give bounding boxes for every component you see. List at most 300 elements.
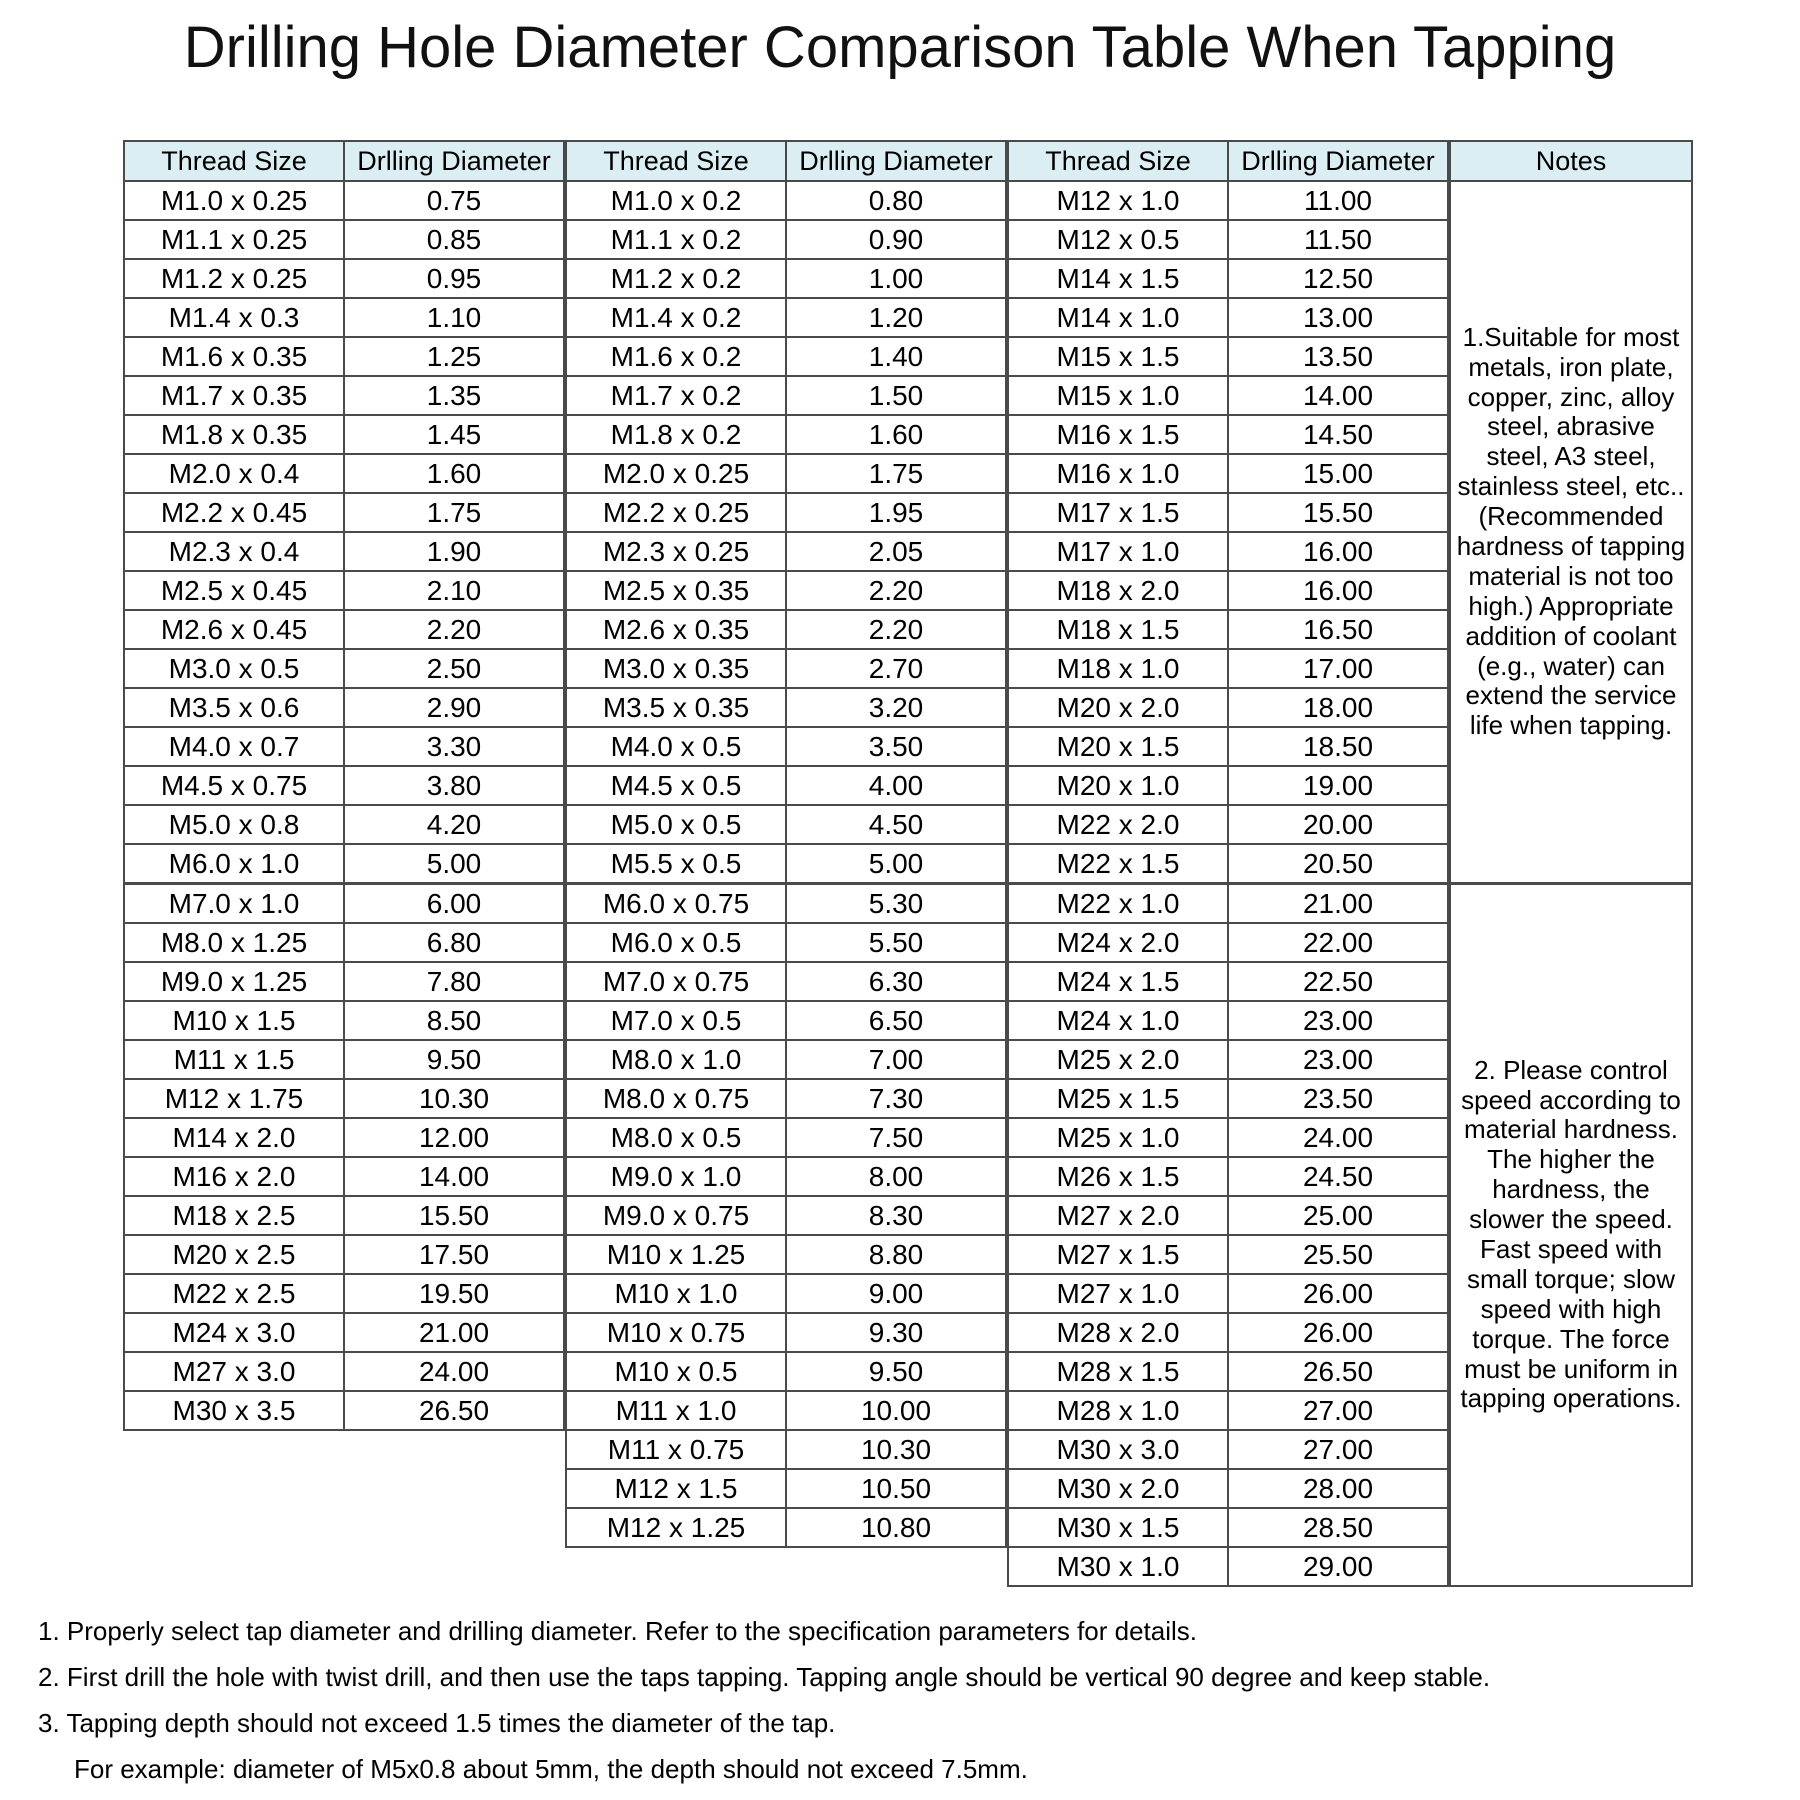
table-row — [124, 1079, 564, 1118]
thread-size-header: Thread Size — [124, 141, 344, 181]
table-row — [124, 1235, 564, 1274]
notes-row — [1450, 181, 1692, 884]
thread-size-cell: M28 x 1.0 — [1008, 1391, 1228, 1430]
thread-size-cell: M10 x 1.25 — [566, 1235, 786, 1274]
header-row — [124, 141, 564, 181]
notes-header: Notes — [1450, 141, 1692, 181]
thread-size-cell: M8.0 x 1.25 — [124, 923, 344, 962]
thread-size-cell: M18 x 1.0 — [1008, 649, 1228, 688]
table-row — [124, 259, 564, 298]
drill-diameter-cell: 4.20 — [344, 805, 564, 844]
thread-size-cell: M1.7 x 0.35 — [124, 376, 344, 415]
thread-size-cell: M6.0 x 0.5 — [566, 923, 786, 962]
thread-size-cell: M11 x 1.5 — [124, 1040, 344, 1079]
table-row — [566, 844, 1006, 884]
footnote-line-2: 2. First drill the hole with twist drill, and then use the taps tapping. Tapping angle should be vertical 90 degree and keep stable. — [38, 1662, 1491, 1692]
table-row — [124, 844, 564, 884]
thread-size-cell: M14 x 1.0 — [1008, 298, 1228, 337]
table-row — [124, 727, 564, 766]
table-row — [1008, 1118, 1448, 1157]
table-row — [1008, 649, 1448, 688]
table-row — [1008, 923, 1448, 962]
table-row — [566, 1508, 1006, 1547]
thread-size-cell: M4.0 x 0.5 — [566, 727, 786, 766]
drill-diameter-cell: 29.00 — [1228, 1547, 1448, 1586]
drill-diameter-cell: 10.30 — [786, 1430, 1006, 1469]
table-row — [566, 766, 1006, 805]
drill-diameter-cell: 24.50 — [1228, 1157, 1448, 1196]
drill-diameter-cell: 10.50 — [786, 1469, 1006, 1508]
thread-size-cell: M5.5 x 0.5 — [566, 844, 786, 884]
table-row — [566, 454, 1006, 493]
table-row — [1008, 884, 1448, 924]
table-row — [1008, 1079, 1448, 1118]
drill-diameter-cell: 1.00 — [786, 259, 1006, 298]
thread-size-cell: M27 x 1.5 — [1008, 1235, 1228, 1274]
table-pair-3 — [1007, 140, 1449, 1587]
header-row — [1450, 141, 1692, 181]
thread-size-cell: M8.0 x 0.75 — [566, 1079, 786, 1118]
thread-size-cell: M5.0 x 0.8 — [124, 805, 344, 844]
thread-size-cell: M27 x 3.0 — [124, 1352, 344, 1391]
table-row — [124, 1040, 564, 1079]
drill-diameter-cell: 9.50 — [786, 1352, 1006, 1391]
drill-diameter-cell: 14.50 — [1228, 415, 1448, 454]
drill-diameter-cell: 1.75 — [786, 454, 1006, 493]
thread-size-header: Thread Size — [566, 141, 786, 181]
thread-size-cell: M12 x 1.75 — [124, 1079, 344, 1118]
drill-diameter-cell: 12.50 — [1228, 259, 1448, 298]
thread-size-cell: M10 x 0.75 — [566, 1313, 786, 1352]
thread-size-cell: M22 x 1.5 — [1008, 844, 1228, 884]
drill-diameter-cell: 1.25 — [344, 337, 564, 376]
table-row — [566, 805, 1006, 844]
drill-diameter-cell: 15.50 — [344, 1196, 564, 1235]
drill-diameter-cell: 23.00 — [1228, 1040, 1448, 1079]
table-row — [1008, 532, 1448, 571]
thread-size-cell: M1.8 x 0.35 — [124, 415, 344, 454]
drill-diameter-cell: 2.20 — [786, 571, 1006, 610]
table-row — [566, 415, 1006, 454]
thread-size-cell: M30 x 3.5 — [124, 1391, 344, 1430]
drill-diameter-cell: 0.95 — [344, 259, 564, 298]
drill-diameter-cell: 16.00 — [1228, 532, 1448, 571]
footnote-line-3: 3. Tapping depth should not exceed 1.5 times the diameter of the tap. — [38, 1708, 836, 1738]
thread-size-cell: M30 x 1.0 — [1008, 1547, 1228, 1586]
thread-size-cell: M18 x 1.5 — [1008, 610, 1228, 649]
drill-diameter-cell: 6.50 — [786, 1001, 1006, 1040]
notes-column — [1449, 140, 1693, 1587]
table-row — [1008, 181, 1448, 220]
table-row — [1008, 1001, 1448, 1040]
table-row — [124, 454, 564, 493]
table-row — [566, 688, 1006, 727]
drill-diameter-cell: 2.10 — [344, 571, 564, 610]
table-row — [1008, 688, 1448, 727]
thread-size-cell: M7.0 x 0.75 — [566, 962, 786, 1001]
drill-diameter-cell: 19.50 — [344, 1274, 564, 1313]
table-row — [566, 181, 1006, 220]
table-row — [124, 532, 564, 571]
drill-diameter-cell: 4.50 — [786, 805, 1006, 844]
thread-size-cell: M1.1 x 0.25 — [124, 220, 344, 259]
thread-size-cell: M1.2 x 0.2 — [566, 259, 786, 298]
thread-size-cell: M1.6 x 0.35 — [124, 337, 344, 376]
drill-diameter-cell: 13.00 — [1228, 298, 1448, 337]
drill-diameter-cell: 2.20 — [786, 610, 1006, 649]
thread-size-cell: M18 x 2.5 — [124, 1196, 344, 1235]
thread-size-cell: M20 x 1.0 — [1008, 766, 1228, 805]
table-row — [124, 493, 564, 532]
table-row — [124, 884, 564, 924]
thread-size-cell: M12 x 1.0 — [1008, 181, 1228, 220]
table-row — [124, 766, 564, 805]
drill-diameter-cell: 21.00 — [344, 1313, 564, 1352]
drill-diameter-cell: 7.50 — [786, 1118, 1006, 1157]
drill-diameter-cell: 25.00 — [1228, 1196, 1448, 1235]
drill-diameter-cell: 0.90 — [786, 220, 1006, 259]
thread-size-cell: M22 x 1.0 — [1008, 884, 1228, 924]
drill-diameter-header: Drlling Diameter — [786, 141, 1006, 181]
table-row — [124, 805, 564, 844]
table-row — [124, 923, 564, 962]
thread-size-cell: M2.2 x 0.45 — [124, 493, 344, 532]
table-row — [566, 1157, 1006, 1196]
thread-size-cell: M16 x 1.5 — [1008, 415, 1228, 454]
thread-size-cell: M22 x 2.0 — [1008, 805, 1228, 844]
table-row — [1008, 727, 1448, 766]
thread-size-cell: M2.3 x 0.25 — [566, 532, 786, 571]
table-row — [1008, 1469, 1448, 1508]
drill-diameter-cell: 8.50 — [344, 1001, 564, 1040]
footnote-line-1: 1. Properly select tap diameter and drilling diameter. Refer to the specification parameters for details. — [38, 1616, 1198, 1646]
table-row — [1008, 1508, 1448, 1547]
thread-size-cell: M1.0 x 0.2 — [566, 181, 786, 220]
table-row — [124, 1157, 564, 1196]
drill-diameter-cell: 28.00 — [1228, 1469, 1448, 1508]
drill-diameter-cell: 8.80 — [786, 1235, 1006, 1274]
header-row — [1008, 141, 1448, 181]
drill-diameter-cell: 21.00 — [1228, 884, 1448, 924]
thread-size-cell: M11 x 0.75 — [566, 1430, 786, 1469]
table-row — [566, 1430, 1006, 1469]
thread-size-cell: M4.0 x 0.7 — [124, 727, 344, 766]
page-title: Drilling Hole Diameter Comparison Table When Tapping — [183, 15, 1617, 80]
thread-size-cell: M2.6 x 0.45 — [124, 610, 344, 649]
drill-diameter-cell: 16.00 — [1228, 571, 1448, 610]
drill-diameter-cell: 1.10 — [344, 298, 564, 337]
drill-diameter-cell: 15.00 — [1228, 454, 1448, 493]
table-row — [566, 1469, 1006, 1508]
thread-size-cell: M18 x 2.0 — [1008, 571, 1228, 610]
table-row — [566, 376, 1006, 415]
drill-diameter-cell: 22.50 — [1228, 962, 1448, 1001]
drill-diameter-cell: 8.00 — [786, 1157, 1006, 1196]
drill-diameter-cell: 1.90 — [344, 532, 564, 571]
drill-diameter-cell: 5.00 — [344, 844, 564, 884]
table-row — [566, 1391, 1006, 1430]
thread-size-cell: M30 x 2.0 — [1008, 1469, 1228, 1508]
thread-size-cell: M2.5 x 0.35 — [566, 571, 786, 610]
drill-diameter-cell: 26.00 — [1228, 1274, 1448, 1313]
table-row — [566, 571, 1006, 610]
table-row — [1008, 766, 1448, 805]
drill-diameter-cell: 1.50 — [786, 376, 1006, 415]
drill-diameter-cell: 20.00 — [1228, 805, 1448, 844]
thread-size-cell: M24 x 1.5 — [1008, 962, 1228, 1001]
drill-diameter-cell: 14.00 — [1228, 376, 1448, 415]
table-row — [1008, 844, 1448, 884]
drill-diameter-cell: 8.30 — [786, 1196, 1006, 1235]
drill-diameter-cell: 1.40 — [786, 337, 1006, 376]
table-row — [566, 1079, 1006, 1118]
table-row — [124, 181, 564, 220]
table-pair-2 — [565, 140, 1007, 1548]
thread-size-cell: M11 x 1.0 — [566, 1391, 786, 1430]
drill-diameter-cell: 13.50 — [1228, 337, 1448, 376]
table-row — [1008, 610, 1448, 649]
thread-size-cell: M1.0 x 0.25 — [124, 181, 344, 220]
drill-diameter-cell: 2.50 — [344, 649, 564, 688]
drill-diameter-cell: 0.75 — [344, 181, 564, 220]
table-row — [124, 1313, 564, 1352]
thread-size-cell: M27 x 1.0 — [1008, 1274, 1228, 1313]
drill-diameter-cell: 25.50 — [1228, 1235, 1448, 1274]
drill-diameter-cell: 10.30 — [344, 1079, 564, 1118]
thread-size-cell: M27 x 2.0 — [1008, 1196, 1228, 1235]
table-row — [124, 688, 564, 727]
thread-size-cell: M1.1 x 0.2 — [566, 220, 786, 259]
drill-diameter-cell: 26.00 — [1228, 1313, 1448, 1352]
thread-size-cell: M3.0 x 0.5 — [124, 649, 344, 688]
table-row — [566, 1001, 1006, 1040]
thread-size-cell: M25 x 1.0 — [1008, 1118, 1228, 1157]
footnotes — [38, 1608, 1490, 1792]
table-row — [1008, 962, 1448, 1001]
table-row — [1008, 1157, 1448, 1196]
thread-size-cell: M2.0 x 0.25 — [566, 454, 786, 493]
table-row — [566, 220, 1006, 259]
thread-size-cell: M6.0 x 1.0 — [124, 844, 344, 884]
table-row — [1008, 571, 1448, 610]
thread-size-cell: M30 x 3.0 — [1008, 1430, 1228, 1469]
table-row — [566, 298, 1006, 337]
drill-diameter-cell: 26.50 — [344, 1391, 564, 1430]
drill-diameter-cell: 12.00 — [344, 1118, 564, 1157]
table-row — [124, 1001, 564, 1040]
table-row — [1008, 220, 1448, 259]
table-row — [566, 532, 1006, 571]
drill-diameter-cell: 18.50 — [1228, 727, 1448, 766]
drill-diameter-cell: 3.50 — [786, 727, 1006, 766]
table-row — [124, 298, 564, 337]
thread-size-cell: M16 x 1.0 — [1008, 454, 1228, 493]
drill-diameter-cell: 1.20 — [786, 298, 1006, 337]
header-row — [566, 141, 1006, 181]
drill-diameter-cell: 23.00 — [1228, 1001, 1448, 1040]
thread-size-cell: M22 x 2.5 — [124, 1274, 344, 1313]
drill-diameter-cell: 9.50 — [344, 1040, 564, 1079]
thread-size-cell: M7.0 x 1.0 — [124, 884, 344, 924]
drill-diameter-cell: 7.80 — [344, 962, 564, 1001]
thread-size-cell: M26 x 1.5 — [1008, 1157, 1228, 1196]
thread-size-cell: M1.8 x 0.2 — [566, 415, 786, 454]
table-row — [1008, 805, 1448, 844]
drill-diameter-cell: 0.85 — [344, 220, 564, 259]
table-row — [566, 1040, 1006, 1079]
drill-diameter-cell: 1.60 — [786, 415, 1006, 454]
table-row — [566, 962, 1006, 1001]
drill-diameter-cell: 19.00 — [1228, 766, 1448, 805]
table-row — [124, 1118, 564, 1157]
drill-diameter-cell: 15.50 — [1228, 493, 1448, 532]
thread-size-cell: M24 x 3.0 — [124, 1313, 344, 1352]
table-row — [566, 1274, 1006, 1313]
drill-diameter-cell: 27.00 — [1228, 1391, 1448, 1430]
drill-diameter-cell: 1.60 — [344, 454, 564, 493]
table-row — [1008, 454, 1448, 493]
table-row — [1008, 1235, 1448, 1274]
table-row — [566, 923, 1006, 962]
drill-diameter-cell: 18.00 — [1228, 688, 1448, 727]
table-row — [566, 1313, 1006, 1352]
thread-size-cell: M6.0 x 0.75 — [566, 884, 786, 924]
table-row — [1008, 1196, 1448, 1235]
thread-size-cell: M17 x 1.5 — [1008, 493, 1228, 532]
table-row — [1008, 1040, 1448, 1079]
thread-size-cell: M3.0 x 0.35 — [566, 649, 786, 688]
drill-diameter-cell: 14.00 — [344, 1157, 564, 1196]
thread-size-cell: M1.4 x 0.2 — [566, 298, 786, 337]
table-row — [124, 571, 564, 610]
thread-size-cell: M20 x 2.5 — [124, 1235, 344, 1274]
thread-size-cell: M25 x 2.0 — [1008, 1040, 1228, 1079]
drill-diameter-cell: 10.00 — [786, 1391, 1006, 1430]
drill-diameter-cell: 20.50 — [1228, 844, 1448, 884]
comparison-table — [123, 140, 1693, 1587]
drill-diameter-cell: 5.50 — [786, 923, 1006, 962]
thread-size-cell: M3.5 x 0.6 — [124, 688, 344, 727]
drill-diameter-cell: 26.50 — [1228, 1352, 1448, 1391]
drill-diameter-cell: 5.30 — [786, 884, 1006, 924]
table-row — [566, 337, 1006, 376]
drill-diameter-cell: 0.80 — [786, 181, 1006, 220]
thread-size-cell: M2.5 x 0.45 — [124, 571, 344, 610]
table-row — [124, 1352, 564, 1391]
thread-size-cell: M4.5 x 0.5 — [566, 766, 786, 805]
drill-diameter-header: Drlling Diameter — [1228, 141, 1448, 181]
note-text-1: 1.Suitable for most metals, iron plate, copper, zinc, alloy steel, abrasive steel, A3 steel, stainless steel, etc..(Recommended hardness of tapping material is not too high.) Appropriate addition of coolant (e.g., water) can extend the service life when tapping. — [1450, 181, 1692, 884]
drill-diameter-header: Drlling Diameter — [344, 141, 564, 181]
table-row — [1008, 1313, 1448, 1352]
drill-diameter-cell: 17.50 — [344, 1235, 564, 1274]
table-pair-1 — [123, 140, 565, 1431]
drill-diameter-cell: 9.00 — [786, 1274, 1006, 1313]
thread-size-cell: M17 x 1.0 — [1008, 532, 1228, 571]
thread-size-cell: M1.6 x 0.2 — [566, 337, 786, 376]
drill-diameter-cell: 7.30 — [786, 1079, 1006, 1118]
thread-size-header: Thread Size — [1008, 141, 1228, 181]
drill-diameter-cell: 2.70 — [786, 649, 1006, 688]
table-row — [1008, 1391, 1448, 1430]
thread-size-cell: M8.0 x 1.0 — [566, 1040, 786, 1079]
table-row — [1008, 1547, 1448, 1586]
thread-size-cell: M10 x 1.0 — [566, 1274, 786, 1313]
drill-diameter-cell: 3.20 — [786, 688, 1006, 727]
thread-size-cell: M24 x 2.0 — [1008, 923, 1228, 962]
table-row — [1008, 1274, 1448, 1313]
drill-diameter-cell: 23.50 — [1228, 1079, 1448, 1118]
thread-size-cell: M28 x 1.5 — [1008, 1352, 1228, 1391]
drill-diameter-cell: 6.30 — [786, 962, 1006, 1001]
thread-size-cell: M7.0 x 0.5 — [566, 1001, 786, 1040]
drill-diameter-cell: 27.00 — [1228, 1430, 1448, 1469]
table-row — [566, 1235, 1006, 1274]
table-row — [566, 1352, 1006, 1391]
table-row — [124, 1274, 564, 1313]
drill-diameter-cell: 6.00 — [344, 884, 564, 924]
drill-diameter-cell: 1.95 — [786, 493, 1006, 532]
thread-size-cell: M1.7 x 0.2 — [566, 376, 786, 415]
table-row — [566, 884, 1006, 924]
table-row — [566, 649, 1006, 688]
drill-diameter-cell: 22.00 — [1228, 923, 1448, 962]
table-row — [1008, 298, 1448, 337]
table-row — [1008, 376, 1448, 415]
thread-size-cell: M28 x 2.0 — [1008, 1313, 1228, 1352]
table-row — [566, 1118, 1006, 1157]
drill-diameter-cell: 4.00 — [786, 766, 1006, 805]
thread-size-cell: M20 x 1.5 — [1008, 727, 1228, 766]
drill-diameter-cell: 7.00 — [786, 1040, 1006, 1079]
drill-diameter-cell: 3.30 — [344, 727, 564, 766]
drill-diameter-cell: 24.00 — [1228, 1118, 1448, 1157]
drill-diameter-cell: 24.00 — [344, 1352, 564, 1391]
note-text-2: 2. Please control speed according to material hardness. The higher the hardness, the slower the speed. Fast speed with small torque; slow speed with high torque. The force must be uniform in tapping operations. — [1450, 884, 1692, 1587]
thread-size-cell: M14 x 1.5 — [1008, 259, 1228, 298]
thread-size-cell: M14 x 2.0 — [124, 1118, 344, 1157]
drill-diameter-cell: 1.35 — [344, 376, 564, 415]
drill-diameter-cell: 17.00 — [1228, 649, 1448, 688]
table-row — [124, 962, 564, 1001]
drill-diameter-cell: 1.75 — [344, 493, 564, 532]
table-row — [124, 220, 564, 259]
drill-diameter-cell: 5.00 — [786, 844, 1006, 884]
thread-size-cell: M3.5 x 0.35 — [566, 688, 786, 727]
thread-size-cell: M20 x 2.0 — [1008, 688, 1228, 727]
thread-size-cell: M9.0 x 1.25 — [124, 962, 344, 1001]
table-row — [124, 1196, 564, 1235]
thread-size-cell: M15 x 1.5 — [1008, 337, 1228, 376]
drill-diameter-cell: 2.20 — [344, 610, 564, 649]
thread-size-cell: M10 x 0.5 — [566, 1352, 786, 1391]
drill-diameter-cell: 11.50 — [1228, 220, 1448, 259]
table-row — [566, 259, 1006, 298]
drill-diameter-cell: 11.00 — [1228, 181, 1448, 220]
drill-diameter-cell: 3.80 — [344, 766, 564, 805]
table-row — [1008, 337, 1448, 376]
table-row — [566, 493, 1006, 532]
thread-size-cell: M10 x 1.5 — [124, 1001, 344, 1040]
table-row — [566, 1196, 1006, 1235]
drill-diameter-cell: 1.45 — [344, 415, 564, 454]
thread-size-cell: M1.2 x 0.25 — [124, 259, 344, 298]
thread-size-cell: M24 x 1.0 — [1008, 1001, 1228, 1040]
thread-size-cell: M30 x 1.5 — [1008, 1508, 1228, 1547]
table-row — [1008, 415, 1448, 454]
table-row — [124, 610, 564, 649]
table-row — [566, 727, 1006, 766]
